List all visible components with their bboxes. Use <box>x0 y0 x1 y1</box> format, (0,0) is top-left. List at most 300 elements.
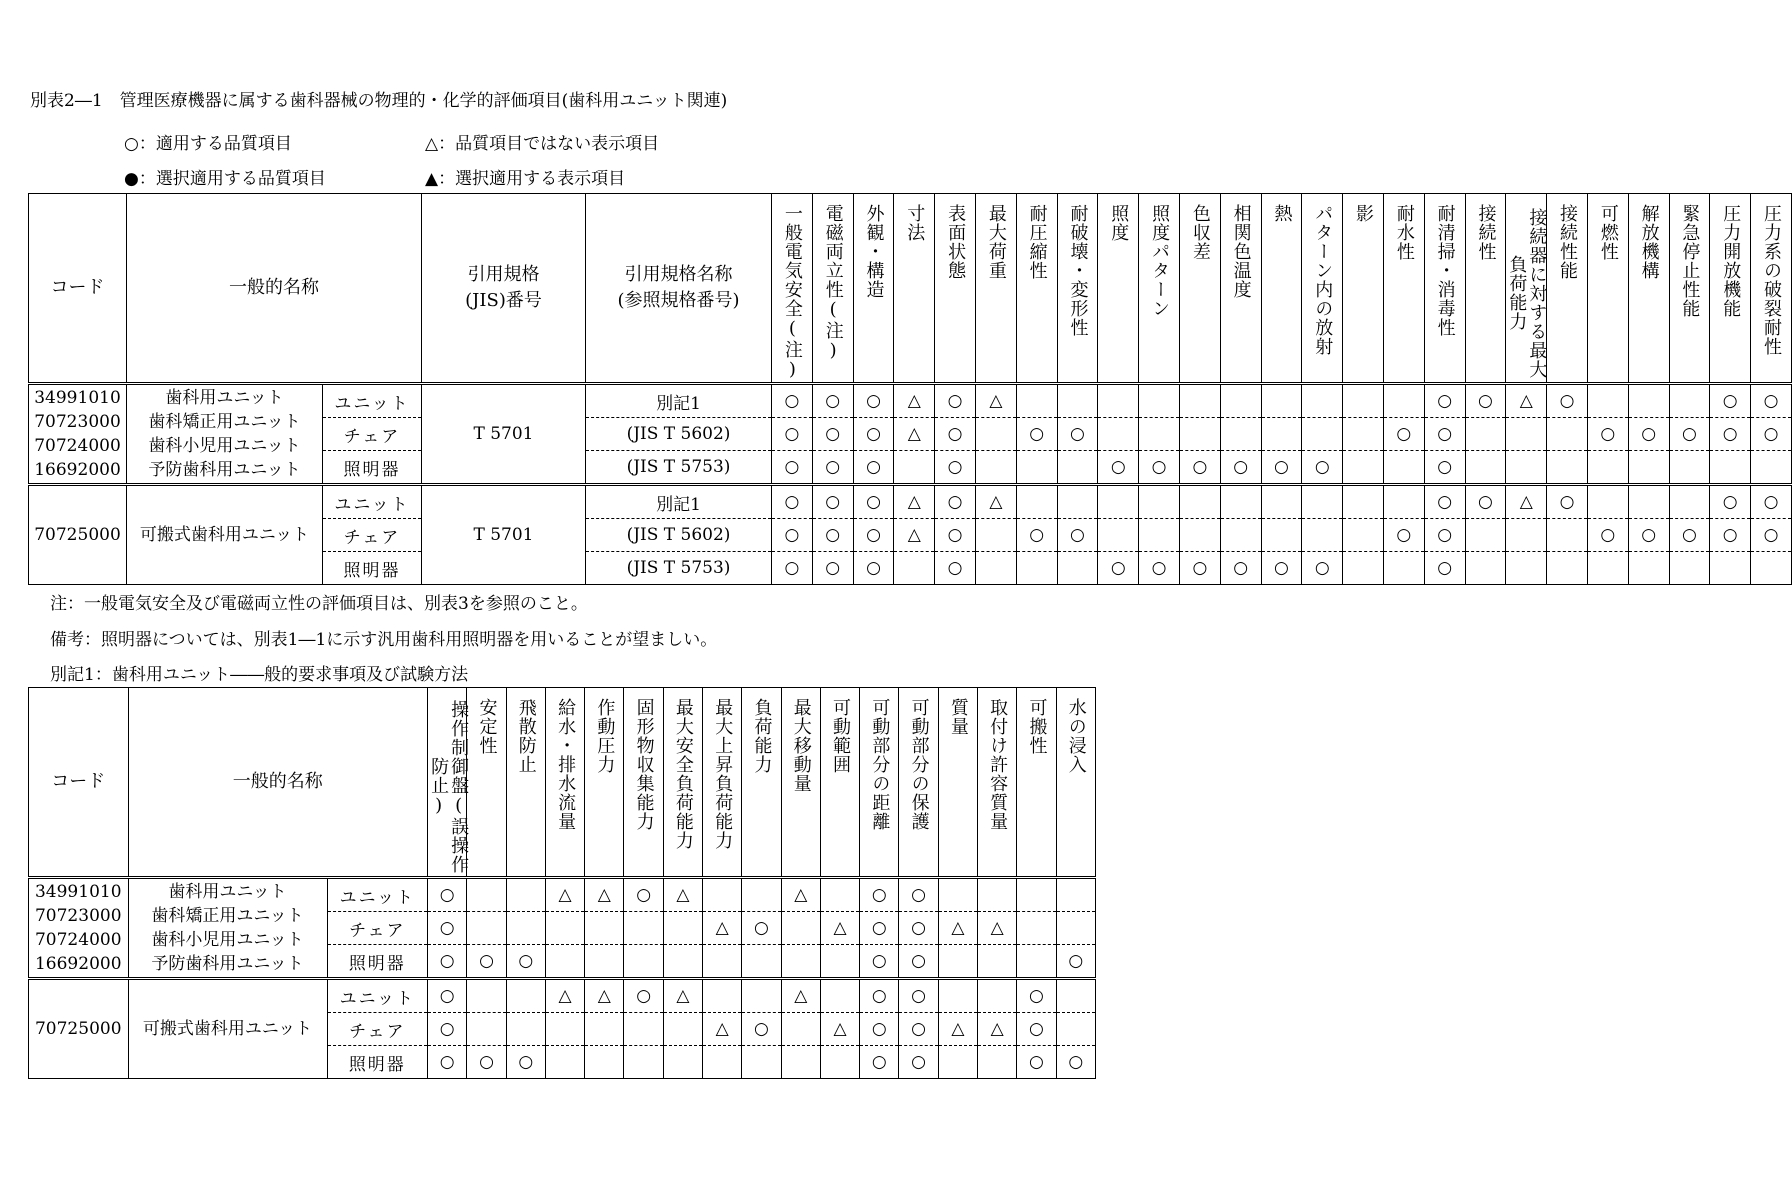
mark-cell: △ <box>545 979 584 1013</box>
mark-cell: △ <box>585 878 624 912</box>
mark-cell <box>624 945 663 979</box>
mark-cell: △ <box>703 1013 742 1046</box>
mark-cell: ○ <box>1587 418 1628 451</box>
header-column <box>772 194 813 384</box>
mark-cell <box>1628 552 1669 585</box>
code-cell <box>29 384 127 485</box>
header-column <box>1056 688 1095 878</box>
mark-cell <box>545 912 584 945</box>
note-3: 別記1：歯科用ユニット――般的要求事項及び試験方法 <box>50 665 469 685</box>
mark-cell <box>938 945 977 979</box>
code-value: 16692000 <box>34 460 121 480</box>
mark-cell: ○ <box>812 485 853 519</box>
mark-cell <box>1587 485 1628 519</box>
mark-cell <box>1343 552 1384 585</box>
mark-cell: ○ <box>1261 552 1302 585</box>
column-label: 相関色温度 <box>1230 204 1252 299</box>
header-column <box>1261 194 1302 384</box>
code-value: 16692000 <box>34 954 122 974</box>
name-value: 歯科用ユニット <box>168 882 287 902</box>
mark-cell <box>1710 451 1751 485</box>
mark-cell <box>1098 384 1139 418</box>
header-column <box>935 194 976 384</box>
mark-cell <box>1669 384 1710 418</box>
mark-cell <box>938 979 977 1013</box>
header-column <box>860 688 899 878</box>
part-cell: 照明器 <box>323 552 422 585</box>
mark-cell: ○ <box>853 384 894 418</box>
mark-cell: △ <box>1506 485 1547 519</box>
mark-cell <box>663 945 702 979</box>
std-cell: 別記1 <box>586 384 772 418</box>
mark-cell <box>1179 418 1220 451</box>
mark-cell <box>1628 451 1669 485</box>
column-label: 最大荷重 <box>985 204 1007 280</box>
mark-cell <box>1302 418 1343 451</box>
part-cell: ユニット <box>323 485 422 519</box>
mark-cell <box>663 912 702 945</box>
mark-cell <box>1139 519 1180 552</box>
mark-cell <box>781 945 820 979</box>
mark-cell: ○ <box>1056 1046 1095 1079</box>
name-cell <box>127 485 323 585</box>
legend-circle: ○：適用する品質項目 <box>124 134 292 154</box>
mark-cell: ○ <box>742 912 781 945</box>
column-label: 耐破壊・変形性 <box>1067 204 1089 337</box>
mark-cell <box>781 1046 820 1079</box>
mark-cell <box>467 878 506 912</box>
column-label: パターン内の放射 <box>1312 204 1334 356</box>
column-label: 操作制御盤(誤操作防止) <box>428 700 470 874</box>
mark-cell <box>1506 519 1547 552</box>
mark-cell: ○ <box>1016 418 1057 451</box>
jis-cell: T 5701 <box>422 485 586 585</box>
mark-cell: ○ <box>1424 451 1465 485</box>
mark-cell: △ <box>975 384 1016 418</box>
mark-cell: ○ <box>853 451 894 485</box>
mark-cell <box>1139 384 1180 418</box>
mark-cell <box>1547 451 1588 485</box>
mark-cell <box>1098 519 1139 552</box>
mark-cell: ○ <box>853 552 894 585</box>
column-label: 質量 <box>947 698 969 736</box>
mark-cell: ○ <box>860 945 899 979</box>
column-label: 色収差 <box>1189 204 1211 261</box>
mark-cell <box>1465 519 1506 552</box>
mark-cell: ○ <box>506 1046 545 1079</box>
mark-cell <box>1057 485 1098 519</box>
mark-cell <box>1506 552 1547 585</box>
code-value: 70723000 <box>34 906 122 926</box>
mark-cell: ○ <box>860 1046 899 1079</box>
mark-cell <box>545 945 584 979</box>
column-label: 表面状態 <box>945 204 967 280</box>
header-column <box>663 688 702 878</box>
part-cell: 照明器 <box>327 945 428 979</box>
mark-cell: △ <box>585 979 624 1013</box>
mark-cell: ○ <box>1139 451 1180 485</box>
column-label: 影 <box>1353 204 1375 223</box>
header-column <box>1016 194 1057 384</box>
mark-cell <box>820 1046 859 1079</box>
mark-cell: ○ <box>899 945 938 979</box>
mark-cell <box>978 1046 1017 1079</box>
legend-filled-triangle: ▲：選択適用する表示項目 <box>425 169 626 189</box>
mark-cell <box>1343 519 1384 552</box>
header-row <box>29 688 1096 878</box>
mark-cell: ○ <box>1017 1013 1056 1046</box>
mark-cell <box>978 878 1017 912</box>
mark-cell <box>506 912 545 945</box>
mark-cell: ○ <box>428 945 467 979</box>
part-cell: チェア <box>323 519 422 552</box>
mark-cell <box>1465 451 1506 485</box>
mark-cell <box>742 1046 781 1079</box>
column-label: 一般電気安全(注) <box>781 204 803 381</box>
column-label: 最大安全負荷能力 <box>672 698 694 850</box>
mark-cell <box>1261 384 1302 418</box>
part-cell: チェア <box>327 912 428 945</box>
mark-cell: △ <box>938 912 977 945</box>
table-row <box>29 878 1096 912</box>
header-column <box>978 688 1017 878</box>
column-label: 圧力開放機能 <box>1720 204 1742 318</box>
legend-filled-circle: ●：選択適用する品質項目 <box>124 169 326 189</box>
mark-cell <box>467 912 506 945</box>
mark-cell <box>1220 485 1261 519</box>
mark-cell: ○ <box>1016 519 1057 552</box>
mark-cell <box>1465 552 1506 585</box>
mark-cell <box>975 519 1016 552</box>
mark-cell <box>1261 485 1302 519</box>
mark-cell: ○ <box>860 1013 899 1046</box>
mark-cell <box>624 1013 663 1046</box>
code-cell <box>29 878 129 979</box>
mark-cell <box>703 1046 742 1079</box>
mark-cell: ○ <box>935 418 976 451</box>
mark-cell: ○ <box>853 418 894 451</box>
mark-cell <box>663 1013 702 1046</box>
mark-cell <box>1261 418 1302 451</box>
mark-cell: ○ <box>742 1013 781 1046</box>
mark-cell: △ <box>894 519 935 552</box>
mark-cell <box>1506 418 1547 451</box>
table-row <box>29 485 1792 519</box>
header-column <box>703 688 742 878</box>
mark-cell <box>1056 1013 1095 1046</box>
header-column <box>975 194 1016 384</box>
part-cell: チェア <box>323 418 422 451</box>
mark-cell: △ <box>663 979 702 1013</box>
mark-cell <box>1220 418 1261 451</box>
mark-cell <box>1139 418 1180 451</box>
jis-cell: T 5701 <box>422 384 586 485</box>
mark-cell <box>1056 878 1095 912</box>
mark-cell: ○ <box>1220 552 1261 585</box>
mark-cell <box>742 878 781 912</box>
mark-cell: ○ <box>1302 451 1343 485</box>
header-column <box>899 688 938 878</box>
column-label: 圧力系の破裂耐性 <box>1761 204 1783 356</box>
mark-cell: ○ <box>1056 945 1095 979</box>
header-jis: 引用規格 (JIS)番号 <box>422 194 586 384</box>
mark-cell: ○ <box>1710 418 1751 451</box>
std-cell: (JIS T 5753) <box>586 451 772 485</box>
code-value: 34991010 <box>34 882 122 902</box>
mark-cell: ○ <box>899 1013 938 1046</box>
mark-cell <box>1383 451 1424 485</box>
mark-cell <box>1016 384 1057 418</box>
header-column <box>938 688 977 878</box>
mark-cell: ○ <box>467 945 506 979</box>
mark-cell <box>1669 451 1710 485</box>
mark-cell: ○ <box>772 552 813 585</box>
mark-cell: ○ <box>772 384 813 418</box>
mark-cell <box>1016 451 1057 485</box>
header-column <box>1343 194 1384 384</box>
mark-cell <box>781 1013 820 1046</box>
std-cell: 別記1 <box>586 485 772 519</box>
column-label: 可動部分の保護 <box>908 698 930 831</box>
mark-cell <box>1098 485 1139 519</box>
mark-cell: ○ <box>1710 485 1751 519</box>
header-column <box>428 688 470 878</box>
mark-cell: ○ <box>935 451 976 485</box>
code-cell <box>29 979 129 1079</box>
mark-cell <box>978 945 1017 979</box>
column-label: 照度 <box>1108 204 1130 242</box>
name-value: 歯科小児用ユニット <box>151 930 304 950</box>
mark-cell <box>1669 552 1710 585</box>
mark-cell <box>1017 945 1056 979</box>
mark-cell: △ <box>938 1013 977 1046</box>
mark-cell <box>1628 384 1669 418</box>
mark-cell <box>467 979 506 1013</box>
name-value: 可搬式歯科用ユニット <box>139 525 310 545</box>
mark-cell: ○ <box>1220 451 1261 485</box>
mark-cell: ○ <box>1547 384 1588 418</box>
evaluation-table-2 <box>28 687 1096 1079</box>
mark-cell: ○ <box>1302 552 1343 585</box>
mark-cell <box>585 1046 624 1079</box>
part-cell: 照明器 <box>327 1046 428 1079</box>
mark-cell: ○ <box>1098 552 1139 585</box>
code-value: 70725000 <box>34 525 121 545</box>
table-row <box>29 979 1096 1013</box>
column-label: 緊急停止性能 <box>1679 204 1701 318</box>
column-label: 耐圧縮性 <box>1026 204 1048 280</box>
mark-cell: ○ <box>624 979 663 1013</box>
header-column <box>812 194 853 384</box>
column-label: 負荷能力 <box>751 698 773 774</box>
mark-cell: △ <box>894 418 935 451</box>
mark-cell <box>624 912 663 945</box>
name-cell <box>127 384 323 485</box>
mark-cell <box>1016 485 1057 519</box>
mark-cell: ○ <box>812 384 853 418</box>
code-value: 34991010 <box>34 388 121 408</box>
mark-cell: ○ <box>1424 519 1465 552</box>
code-value: 70724000 <box>34 436 121 456</box>
header-column <box>1057 194 1098 384</box>
mark-cell <box>938 1046 977 1079</box>
mark-cell: ○ <box>1628 519 1669 552</box>
mark-cell: ○ <box>1424 384 1465 418</box>
column-label: 寸法 <box>904 204 926 242</box>
name-cell <box>128 878 327 979</box>
header-code: コード <box>29 194 127 384</box>
column-label: 給水・排水流量 <box>555 698 577 831</box>
mark-cell <box>1751 552 1792 585</box>
mark-cell: ○ <box>1098 451 1139 485</box>
mark-cell <box>1506 451 1547 485</box>
mark-cell <box>1056 979 1095 1013</box>
mark-cell <box>1302 519 1343 552</box>
mark-cell: ○ <box>1261 451 1302 485</box>
mark-cell <box>1057 384 1098 418</box>
mark-cell <box>1220 384 1261 418</box>
code-cell <box>29 485 127 585</box>
header-row <box>29 194 1792 384</box>
mark-cell: ○ <box>1751 519 1792 552</box>
mark-cell: ○ <box>1383 418 1424 451</box>
mark-cell <box>820 945 859 979</box>
mark-cell <box>1383 384 1424 418</box>
mark-cell <box>1343 485 1384 519</box>
mark-cell: ○ <box>812 519 853 552</box>
header-column <box>781 688 820 878</box>
mark-cell <box>781 912 820 945</box>
mark-cell: ○ <box>1669 519 1710 552</box>
mark-cell <box>585 912 624 945</box>
mark-cell <box>1057 552 1098 585</box>
part-cell: 照明器 <box>323 451 422 485</box>
name-value: 歯科用ユニット <box>165 388 284 408</box>
mark-cell <box>1343 451 1384 485</box>
column-label: 飛散防止 <box>515 698 537 774</box>
mark-cell: △ <box>781 878 820 912</box>
header-column <box>1751 194 1792 384</box>
column-label: 可動範囲 <box>830 698 852 774</box>
mark-cell: ○ <box>860 912 899 945</box>
mark-cell <box>742 945 781 979</box>
mark-cell <box>1098 418 1139 451</box>
column-label: 最大移動量 <box>790 698 812 793</box>
mark-cell: ○ <box>853 485 894 519</box>
mark-cell <box>1547 418 1588 451</box>
mark-cell <box>506 878 545 912</box>
mark-cell <box>1547 519 1588 552</box>
mark-cell: ○ <box>853 519 894 552</box>
std-cell: (JIS T 5753) <box>586 552 772 585</box>
header-column <box>820 688 859 878</box>
mark-cell <box>1751 451 1792 485</box>
page-title: 別表2―1 管理医療機器に属する歯科器械の物理的・化学的評価項目(歯科用ユニット関連) <box>30 91 728 111</box>
mark-cell <box>703 945 742 979</box>
header-column <box>624 688 663 878</box>
mark-cell <box>820 979 859 1013</box>
mark-cell: ○ <box>772 418 813 451</box>
mark-cell <box>1465 418 1506 451</box>
mark-cell: ○ <box>899 912 938 945</box>
mark-cell <box>742 979 781 1013</box>
code-value: 70724000 <box>34 930 122 950</box>
header-code: コード <box>29 688 129 878</box>
mark-cell: ○ <box>1139 552 1180 585</box>
mark-cell <box>820 878 859 912</box>
column-label: 熱 <box>1271 204 1293 223</box>
part-cell: ユニット <box>323 384 422 418</box>
mark-cell <box>703 979 742 1013</box>
mark-cell: ○ <box>812 451 853 485</box>
part-cell: チェア <box>327 1013 428 1046</box>
column-label: 外観・構造 <box>863 204 885 299</box>
mark-cell: ○ <box>935 552 976 585</box>
column-label: 接続性 <box>1475 204 1497 261</box>
legend-triangle: △：品質項目ではない表示項目 <box>425 134 660 154</box>
mark-cell: ○ <box>1628 418 1669 451</box>
column-label: 接続器に対する最大負荷能力 <box>1506 207 1548 379</box>
mark-cell: △ <box>975 485 1016 519</box>
mark-cell: △ <box>820 912 859 945</box>
mark-cell: ○ <box>935 519 976 552</box>
header-column <box>1383 194 1424 384</box>
mark-cell <box>1302 384 1343 418</box>
mark-cell <box>1017 912 1056 945</box>
mark-cell <box>1628 485 1669 519</box>
header-column <box>1017 688 1056 878</box>
mark-cell <box>1016 552 1057 585</box>
mark-cell <box>1056 912 1095 945</box>
name-value: 予防歯科用ユニット <box>151 954 304 974</box>
mark-cell: ○ <box>428 912 467 945</box>
header-column <box>1302 194 1343 384</box>
mark-cell: ○ <box>899 1046 938 1079</box>
mark-cell: △ <box>820 1013 859 1046</box>
evaluation-table-1 <box>28 193 1792 585</box>
part-cell: ユニット <box>327 878 428 912</box>
mark-cell <box>1710 552 1751 585</box>
column-label: 水の浸入 <box>1065 698 1087 774</box>
mark-cell: ○ <box>624 878 663 912</box>
mark-cell: ○ <box>1424 485 1465 519</box>
mark-cell: ○ <box>1465 384 1506 418</box>
mark-cell <box>975 451 1016 485</box>
mark-cell <box>545 1013 584 1046</box>
column-label: 固形物収集能力 <box>633 698 655 831</box>
mark-cell: ○ <box>899 979 938 1013</box>
mark-cell: ○ <box>428 1013 467 1046</box>
mark-cell: ○ <box>428 878 467 912</box>
header-column <box>1179 194 1220 384</box>
mark-cell: △ <box>781 979 820 1013</box>
note-1: 注：一般電気安全及び電磁両立性の評価項目は、別表3を参照のこと。 <box>50 594 588 614</box>
name-cell <box>128 979 327 1079</box>
mark-cell: ○ <box>1547 485 1588 519</box>
column-label: 解放機構 <box>1638 204 1660 280</box>
mark-cell: ○ <box>935 485 976 519</box>
mark-cell <box>1343 384 1384 418</box>
mark-cell <box>1179 384 1220 418</box>
mark-cell: ○ <box>899 878 938 912</box>
mark-cell <box>1220 519 1261 552</box>
header-column <box>1628 194 1669 384</box>
table-row <box>29 384 1792 418</box>
mark-cell <box>467 1013 506 1046</box>
mark-cell: △ <box>978 912 1017 945</box>
mark-cell: △ <box>545 878 584 912</box>
mark-cell: ○ <box>935 384 976 418</box>
